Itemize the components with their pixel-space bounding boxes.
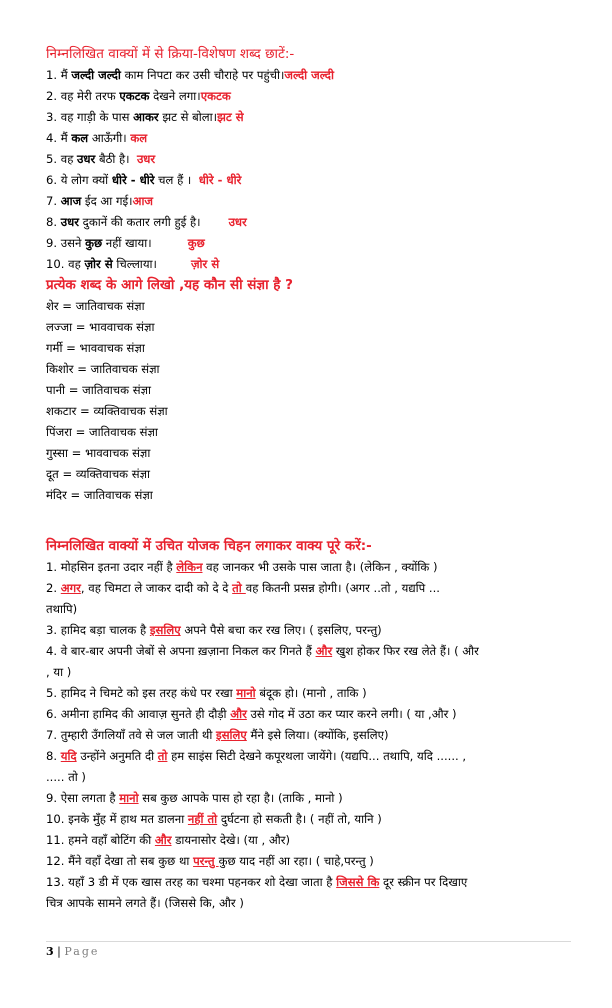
answer: इसलिए [216, 728, 247, 742]
answer: झट से [217, 110, 244, 124]
section1-list [46, 65, 582, 275]
answer: एकटक [200, 89, 231, 103]
list-item: 7. आज ईद आ गई।आज [46, 194, 154, 208]
list-item: शकटार = व्यक्तिवाचक संज्ञा [46, 404, 168, 418]
section3-list [46, 557, 582, 914]
list-item: लज्जा = भाववाचक संज्ञा [46, 320, 155, 334]
list-item: 1. मैं जल्दी जल्दी काम निपटा कर उसी चौराहे पर पहुंची।जल्दी जल्दी [46, 68, 334, 82]
list-item: पानी = जातिवाचक संज्ञा [46, 383, 151, 397]
section1-heading: निम्नलिखित वाक्यों में से क्रिया-विशेषण शब्द छाटें:- [46, 46, 295, 62]
list-item: 8. उधर दुकानें की कतार लगी हुई है। उधर [46, 215, 247, 229]
answer: इसलिए [149, 623, 181, 637]
list-item: 4. वे बार-बार अपनी जेबों से अपना ख़ज़ाना निकल कर गिनते हैं और खुश होकर फिर रख लेते हैं। ( और [46, 644, 479, 658]
list-item: 2. वह मेरी तरफ एकटक देखने लगा।एकटक [46, 89, 231, 103]
answer: आज [132, 194, 154, 208]
answer: नहीं तो [187, 812, 218, 826]
list-item: 11. हमने वहाँ बोटिंग की और डायनासोर देखे। (या , और) [46, 833, 290, 847]
answer: अगर [60, 581, 81, 595]
answer: और [315, 644, 333, 658]
list-item: 6. ये लोग क्यों धीरे - धीरे चल हैं । धीरे - धीरे [46, 173, 242, 187]
document-page [46, 44, 582, 914]
list-item: 9. उसने कुछ नहीं खाया। कुछ [46, 236, 205, 250]
list-item: 10. इनके मुँह में हाथ मत डालना नहीं तो दुर्घटना हो सकती है। ( नहीं तो, यानि ) [46, 812, 382, 826]
answer: जिससे कि [336, 875, 380, 889]
answer: लेकिन [176, 560, 203, 574]
answer: यदि [60, 749, 77, 763]
answer: तो [157, 749, 168, 763]
list-item: गुस्सा = भाववाचक संज्ञा [46, 446, 151, 460]
answer: कल [130, 131, 148, 145]
list-item: गर्मी = भाववाचक संज्ञा [46, 341, 145, 355]
list-item-continuation: , या ) [46, 665, 72, 679]
list-item-continuation: चित्र आपके सामने लगते हैं। (जिससे कि, और ) [46, 896, 244, 910]
list-item: किशोर = जातिवाचक संज्ञा [46, 362, 160, 376]
list-item: 3. वह गाड़ी के पास आकर झट से बोला।झट से [46, 110, 244, 124]
section2-heading: प्रत्येक शब्द के आगे लिखो ,यह कौन सी संज्ञा है ? [46, 277, 293, 293]
list-item: 13. यहाँ 3 डी में एक खास तरह का चश्मा पहनकर शो देखा जाता है जिससे कि दूर स्क्रीन पर दिखाए [46, 875, 468, 889]
list-item-continuation: तथापि) [46, 602, 78, 616]
answer: कुछ [187, 236, 205, 250]
list-item: मंदिर = जातिवाचक संज्ञा [46, 488, 153, 502]
answer: ज़ोर से [190, 257, 220, 271]
answer: तो [232, 581, 246, 595]
list-item: 9. ऐसा लगता है मानो सब कुछ आपके पास हो रहा है। (ताकि , मानो ) [46, 791, 343, 805]
answer: मानो [236, 686, 256, 700]
list-item: शेर = जातिवाचक संज्ञा [46, 299, 145, 313]
answer: और [154, 833, 172, 847]
list-item: दूत = व्यक्तिवाचक संज्ञा [46, 467, 151, 481]
answer: मानो [119, 791, 139, 805]
list-item: 2. अगर, वह चिमटा ले जाकर दादी को दे दे तो वह कितनी प्रसन्न होगी। (अगर ..तो , यद्यपि ... [46, 581, 440, 595]
list-item: 10. वह ज़ोर से चिल्लाया। ज़ोर से [46, 257, 220, 271]
answer: उधर [136, 152, 156, 166]
list-item: 5. वह उधर बैठी है। उधर [46, 152, 156, 166]
page-footer [46, 941, 571, 958]
list-item: 5. हामिद ने चिमटे को इस तरह कंधे पर रखा मानो बंदूक हो। (मानो , ताकि ) [46, 686, 367, 700]
list-item-continuation: ..... तो ) [46, 770, 86, 784]
list-item: 7. तुम्हारी उँगलियाँ तवे से जल जाती थी इसलिए मैंने इसे लिया। (क्योंकि, इसलिए) [46, 728, 389, 742]
list-item: 8. यदि उन्होंने अनुमति दी तो हम साइंस सिटी देखने कपूरथला जायेंगे। (यद्यपि... तथापि, यदि ...... , [46, 749, 467, 763]
list-item: 6. अमीना हामिद की आवाज़ सुनते ही दौड़ी और उसे गोद में उठा कर प्यार करने लगी। ( या ,और ) [46, 707, 457, 721]
answer: जल्दी जल्दी [284, 68, 334, 82]
answer: धीरे - धीरे [198, 173, 242, 187]
answer: और [230, 707, 247, 721]
section2-list [46, 296, 582, 506]
list-item: पिंजरा = जातिवाचक संज्ञा [46, 425, 158, 439]
list-item: 1. मोहसिन इतना उदार नहीं है लेकिन वह जानकर भी उसके पास जाता है। (लेकिन , क्योंकि ) [46, 560, 438, 574]
page-label: Page [64, 945, 100, 958]
section3-heading: निम्नलिखित वाक्यों में उचित योजक चिहन लगाकर वाक्य पूरे करें:- [46, 538, 372, 554]
list-item: 4. मैं कल आऊँगी। कल [46, 131, 148, 145]
answer: उधर [228, 215, 247, 229]
list-item: 3. हामिद बड़ा चालक है इसलिए अपने पैसे बचा कर रख लिए। ( इसलिए, परन्तु) [46, 623, 382, 637]
list-item: 12. मैंने वहाँ देखा तो सब कुछ था परन्तु कुछ याद नहीं आ रहा। ( चाहे,परन्तु ) [46, 854, 374, 868]
page-number: 3 [46, 945, 54, 958]
footer-separator: | [53, 945, 65, 958]
answer: परन्तु [193, 854, 219, 868]
